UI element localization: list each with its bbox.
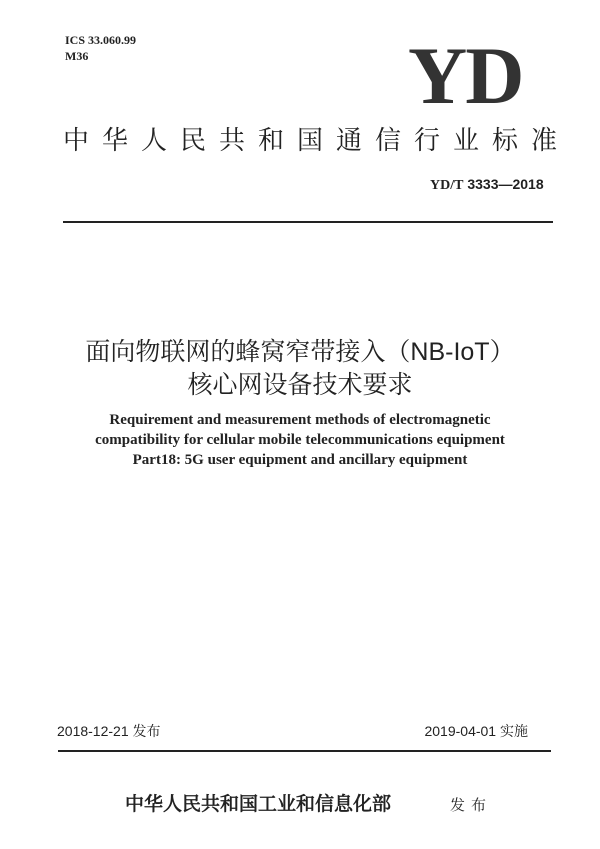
- header-divider: [63, 221, 553, 223]
- standard-type-heading: 中华人民共和国通信行业标准: [63, 125, 571, 155]
- title-cn-line2: 核心网设备技术要求: [187, 371, 413, 399]
- title-en-line3: Part18: 5G user equipment and ancillary equipment: [132, 452, 468, 468]
- yd-logo: YD: [408, 30, 523, 121]
- title-en-line2: compatibility for cellular mobile telecommunications equipment: [95, 432, 505, 448]
- title-cn-line1: 面向物联网的蜂窝窄带接入（NB-IoT）: [85, 338, 515, 366]
- ccs-code: M36: [65, 49, 89, 63]
- ics-classification: [65, 32, 136, 64]
- ics-code: ICS 33.060.99: [65, 33, 137, 47]
- title-en-line1: Requirement and measurement methods of electromagnetic: [109, 412, 491, 428]
- code-prefix: YD/T: [430, 178, 464, 193]
- code-number: 3333—2018: [467, 176, 544, 192]
- footer-divider: [58, 750, 551, 752]
- publisher: 中华人民共和国工业和信息化部: [125, 794, 392, 815]
- issue-date: 2018-12-21 发布: [57, 723, 161, 739]
- implement-date: 2019-04-01 实施: [424, 723, 528, 739]
- publish-label: 发布: [450, 797, 493, 814]
- standard-code: [430, 175, 544, 195]
